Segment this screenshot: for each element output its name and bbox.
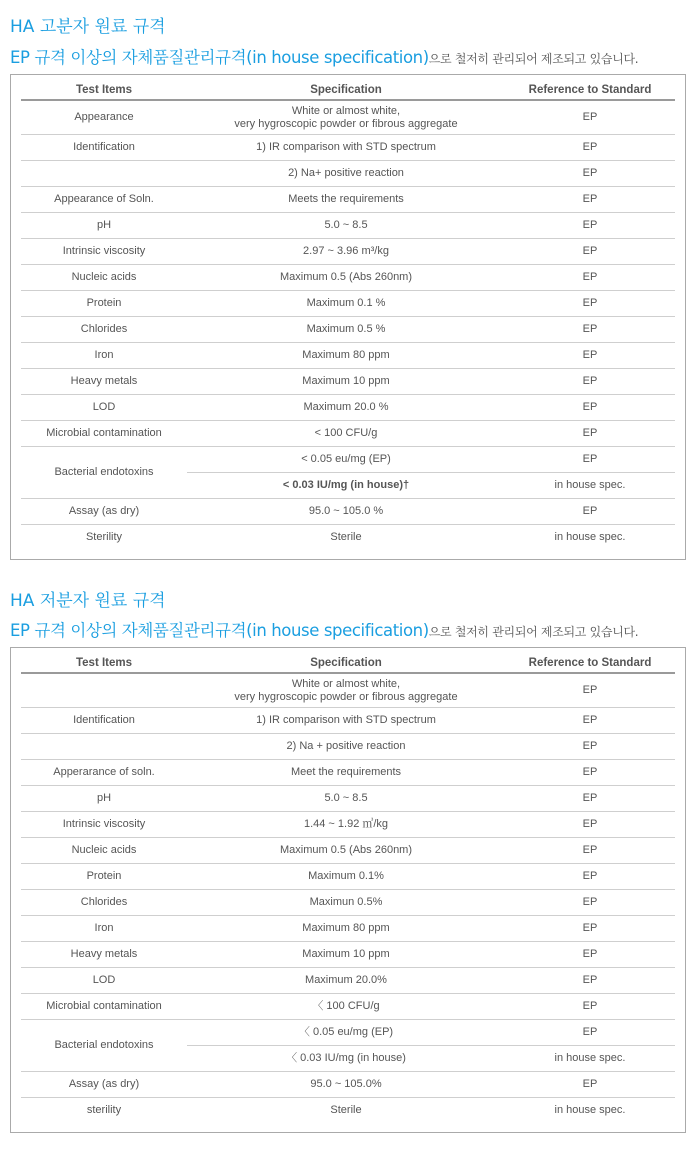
- cell-ref: EP: [505, 890, 675, 916]
- cell-item: sterility: [86, 1104, 122, 1116]
- cell-item: Iron: [21, 343, 187, 369]
- cell-ref: EP: [505, 734, 675, 760]
- table-row: [21, 734, 675, 760]
- cell-spec: Maximum 0.1%: [187, 864, 505, 890]
- cell-item: Assay (as dry): [21, 499, 187, 525]
- cell-spec: 5.0 ~ 8.5: [187, 213, 505, 239]
- cell-ref: EP: [505, 994, 675, 1020]
- cell-item: Microbial contamination: [21, 994, 187, 1020]
- table-row: [21, 343, 675, 369]
- table-row: [21, 786, 675, 812]
- cell-spec: Meet the requirements: [187, 760, 505, 786]
- cell-spec: 1) IR comparison with STD spectrum: [187, 135, 505, 161]
- table-row: [21, 838, 675, 864]
- cell-ref: EP: [505, 1020, 675, 1046]
- cell-spec: Maximum 0.1 %: [187, 291, 505, 317]
- table-row: [21, 864, 675, 890]
- spec-table-box: [10, 647, 686, 1133]
- cell-item: Heavy metals: [21, 942, 187, 968]
- cell-item: Assay (as dry): [21, 1072, 187, 1098]
- header-reference: Reference to Standard: [505, 81, 675, 100]
- table-row: [21, 812, 675, 838]
- header-specification: Specification: [187, 654, 505, 673]
- cell-ref: EP: [505, 317, 675, 343]
- spec-table: [21, 654, 675, 1123]
- subtitle-main: EP 규격 이상의 자체품질관리규격(in house specification): [10, 621, 429, 640]
- table-row: [21, 291, 675, 317]
- cell-item: Protein: [21, 864, 187, 890]
- section-title: HA 고분자 원료 규격: [10, 17, 166, 37]
- table-row: [21, 1098, 675, 1124]
- cell-ref: EP: [505, 864, 675, 890]
- cell-ref: EP: [505, 239, 675, 265]
- table-row: [21, 499, 675, 525]
- table-row: [21, 673, 675, 708]
- cell-ref: EP: [505, 673, 675, 708]
- cell-ref: EP: [505, 1072, 675, 1098]
- cell-item: Bacterial endotoxins: [21, 447, 187, 499]
- cell-spec: Maximum 10 ppm: [187, 369, 505, 395]
- cell-item: Iron: [21, 916, 187, 942]
- cell-spec: Sterile: [330, 1104, 362, 1116]
- table-row: [21, 447, 675, 473]
- subtitle-tail: 으로 철저히 관리되어 제조되고 있습니다.: [428, 625, 639, 639]
- table-row: [21, 525, 675, 551]
- cell-ref: EP: [505, 812, 675, 838]
- cell-ref: EP: [505, 343, 675, 369]
- table-row: [21, 395, 675, 421]
- table-row: [21, 187, 675, 213]
- cell-ref: EP: [505, 369, 675, 395]
- cell-spec: Maximum 0.5 (Abs 260nm): [187, 265, 505, 291]
- cell-ref: EP: [505, 265, 675, 291]
- cell-item: Protein: [21, 291, 187, 317]
- table-row: [21, 1072, 675, 1098]
- cell-item: Intrinsic viscosity: [21, 239, 187, 265]
- cell-spec: 95.0 ~ 105.0%: [187, 1072, 505, 1098]
- cell-ref: in house spec.: [505, 473, 675, 499]
- table-row: [21, 916, 675, 942]
- subtitle-main: EP 규격 이상의 자체품질관리규격(in house specification): [10, 48, 429, 67]
- cell-ref: in house spec.: [554, 531, 626, 543]
- cell-spec: [187, 100, 505, 135]
- cell-spec: 2) Na + positive reaction: [187, 734, 505, 760]
- cell-item: Appearance: [21, 100, 187, 135]
- cell-ref: in house spec.: [505, 1046, 675, 1072]
- table-header-row: [21, 654, 675, 673]
- cell-spec: 〈 100 CFU/g: [187, 994, 505, 1020]
- spec-table: [21, 81, 675, 550]
- cell-item: [21, 673, 187, 708]
- table-header-row: [21, 81, 675, 100]
- cell-item: pH: [21, 213, 187, 239]
- cell-spec: Maximun 0.5%: [187, 890, 505, 916]
- spec-line: very hygroscopic powder or fibrous aggregate: [234, 690, 458, 703]
- table-row: [21, 968, 675, 994]
- cell-ref: EP: [505, 968, 675, 994]
- cell-ref: EP: [505, 161, 675, 187]
- cell-spec: 〈 0.03 IU/mg (in house): [187, 1046, 505, 1072]
- cell-ref: EP: [505, 499, 675, 525]
- cell-ref: EP: [505, 395, 675, 421]
- cell-ref: EP: [505, 135, 675, 161]
- spec-line: very hygroscopic powder or fibrous aggregate: [234, 117, 458, 130]
- cell-spec: < 0.03 IU/mg (in house)†: [187, 473, 505, 499]
- table-row: [21, 708, 675, 734]
- cell-item: Heavy metals: [21, 369, 187, 395]
- cell-item: Appearance of Soln.: [21, 187, 187, 213]
- table-row: [21, 369, 675, 395]
- table-row: [21, 942, 675, 968]
- table-row: [21, 317, 675, 343]
- cell-ref: EP: [505, 447, 675, 473]
- table-row: [21, 890, 675, 916]
- section-subtitle: [10, 617, 638, 641]
- cell-item: Chlorides: [21, 890, 187, 916]
- cell-item: Identification: [21, 135, 187, 161]
- cell-ref: EP: [505, 916, 675, 942]
- cell-ref: EP: [505, 786, 675, 812]
- cell-spec: Meets the requirements: [187, 187, 505, 213]
- cell-item: Bacterial endotoxins: [21, 1020, 187, 1072]
- cell-spec: < 0.05 eu/mg (EP): [187, 447, 505, 473]
- section-subtitle: [10, 44, 638, 68]
- cell-ref: EP: [505, 942, 675, 968]
- cell-ref: EP: [505, 213, 675, 239]
- cell-spec: 〈 0.05 eu/mg (EP): [187, 1020, 505, 1046]
- header-test-items: Test Items: [21, 654, 187, 673]
- spec-line: White or almost white,: [291, 104, 401, 117]
- cell-item: Nucleic acids: [21, 265, 187, 291]
- cell-item: Nucleic acids: [21, 838, 187, 864]
- table-row: [21, 994, 675, 1020]
- cell-spec: 1.44 ~ 1.92 ㎥/kg: [187, 812, 505, 838]
- header-reference: Reference to Standard: [505, 654, 675, 673]
- cell-ref: EP: [505, 708, 675, 734]
- subtitle-tail: 으로 철저히 관리되어 제조되고 있습니다.: [428, 52, 639, 66]
- table-row: [21, 100, 675, 135]
- cell-ref: EP: [505, 421, 675, 447]
- cell-spec: < 100 CFU/g: [187, 421, 505, 447]
- cell-spec: Maximum 80 ppm: [187, 343, 505, 369]
- cell-spec: Maximum 20.0%: [187, 968, 505, 994]
- cell-ref: EP: [505, 291, 675, 317]
- header-specification: Specification: [187, 81, 505, 100]
- cell-spec: Maximum 0.5 %: [187, 317, 505, 343]
- cell-ref: EP: [505, 760, 675, 786]
- cell-spec: 2.97 ~ 3.96 m³/kg: [187, 239, 505, 265]
- cell-item: Intrinsic viscosity: [21, 812, 187, 838]
- cell-spec: 2) Na+ positive reaction: [187, 161, 505, 187]
- cell-spec: Maximum 10 ppm: [187, 942, 505, 968]
- cell-spec: Sterile: [330, 531, 362, 543]
- cell-ref: in house spec.: [554, 1104, 626, 1116]
- table-row: [21, 213, 675, 239]
- cell-spec: 1) IR comparison with STD spectrum: [187, 708, 505, 734]
- cell-item: LOD: [21, 968, 187, 994]
- cell-spec: 5.0 ~ 8.5: [187, 786, 505, 812]
- cell-spec: Maximum 80 ppm: [187, 916, 505, 942]
- cell-spec: Maximum 20.0 %: [187, 395, 505, 421]
- cell-spec: [187, 673, 505, 708]
- table-row: [21, 421, 675, 447]
- spec-table-box: [10, 74, 686, 560]
- spec-line: White or almost white,: [291, 677, 401, 690]
- cell-item: LOD: [21, 395, 187, 421]
- cell-item: Identification: [21, 708, 187, 734]
- table-row: [21, 161, 675, 187]
- cell-ref: EP: [505, 187, 675, 213]
- table-row: [21, 760, 675, 786]
- table-row: [21, 239, 675, 265]
- header-test-items: Test Items: [21, 81, 187, 100]
- cell-item: Microbial contamination: [21, 421, 187, 447]
- table-row: [21, 265, 675, 291]
- cell-item: Sterility: [85, 531, 123, 543]
- cell-item: [21, 161, 187, 187]
- cell-spec: Maximum 0.5 (Abs 260nm): [187, 838, 505, 864]
- cell-item: Apperarance of soln.: [21, 760, 187, 786]
- cell-item: pH: [21, 786, 187, 812]
- cell-spec: 95.0 ~ 105.0 %: [187, 499, 505, 525]
- table-row: [21, 1020, 675, 1046]
- cell-item: Chlorides: [21, 317, 187, 343]
- cell-ref: EP: [505, 100, 675, 135]
- cell-item: [21, 734, 187, 760]
- table-row: [21, 135, 675, 161]
- cell-ref: EP: [505, 838, 675, 864]
- section-title: HA 저분자 원료 규격: [10, 591, 166, 611]
